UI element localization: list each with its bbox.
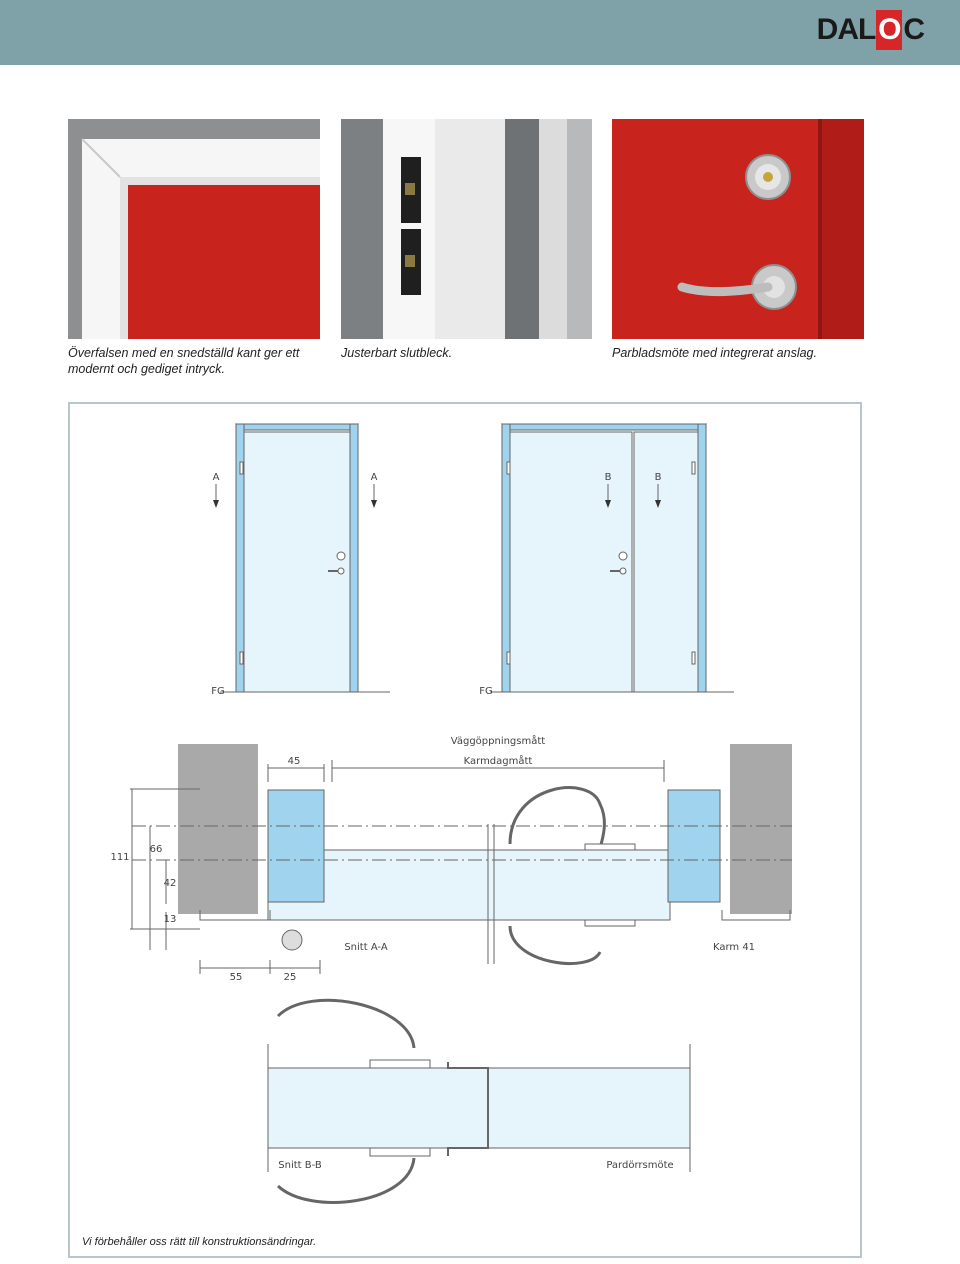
photo-lock-handle xyxy=(612,119,864,339)
logo-text-o: O xyxy=(876,10,902,50)
technical-drawing-panel xyxy=(68,402,862,1258)
photo-caption-1: Överfalsen med en snedställd kant ger ett modernt och gediget intryck. xyxy=(68,346,300,376)
technical-drawing xyxy=(70,404,860,1256)
photo-caption-2: Justerbart slutbleck. xyxy=(341,346,453,360)
single-floor-label: FG xyxy=(211,686,225,697)
dim-55: 55 xyxy=(229,972,243,983)
photo-frame-corner xyxy=(68,119,320,339)
wall-opening-label: Väggöppningsmått xyxy=(450,736,546,747)
logo-text-right: C xyxy=(903,13,924,46)
pair-door-meeting-label: Pardörrsmöte xyxy=(606,1160,674,1171)
section-a-a xyxy=(130,744,792,974)
logo-text-left: DAL xyxy=(816,13,876,46)
dim-13: 13 xyxy=(163,914,177,925)
section-b-b xyxy=(268,1000,690,1202)
dim-25: 25 xyxy=(283,972,297,983)
double-door-elevation xyxy=(490,424,734,692)
section-a-a-title: Snitt A-A xyxy=(344,942,388,953)
frame-opening-label: Karmdagmått xyxy=(463,756,533,767)
dim-45: 45 xyxy=(287,756,301,767)
footer-disclaimer: Vi förbehåller oss rätt till konstruktionsändringar. xyxy=(82,1236,317,1248)
single-section-label-left: A xyxy=(212,472,220,483)
frame-41-label: Karm 41 xyxy=(712,942,756,953)
dim-66: 66 xyxy=(149,844,163,855)
dim-42: 42 xyxy=(163,878,177,889)
dim-111: 111 xyxy=(110,852,130,863)
photo-strike-plate xyxy=(341,119,592,339)
single-door-elevation xyxy=(213,424,390,692)
header-bar xyxy=(0,0,960,65)
single-section-label-right: A xyxy=(370,472,378,483)
double-section-label-right: B xyxy=(654,472,662,483)
photo-caption-3: Parbladsmöte med integrerat anslag. xyxy=(612,346,817,360)
section-b-b-title: Snitt B-B xyxy=(278,1160,322,1171)
double-floor-label: FG xyxy=(479,686,493,697)
double-section-label-left: B xyxy=(604,472,612,483)
daloc-logo xyxy=(817,10,924,50)
